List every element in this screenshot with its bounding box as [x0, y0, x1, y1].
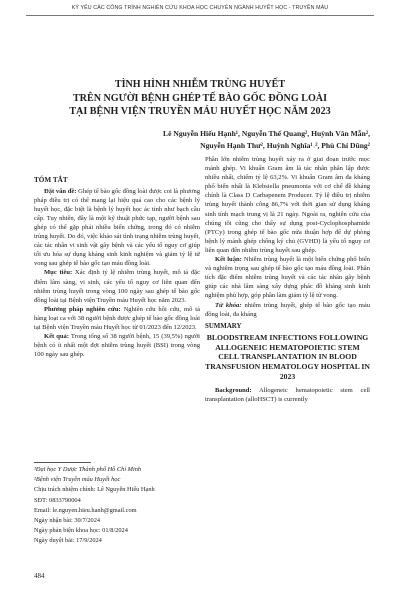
footnote-divider [34, 462, 91, 463]
conclusion-label: Kết luận: [215, 256, 242, 264]
phone: SĐT: 0833790004 [34, 496, 81, 504]
abstract-conclusion [205, 255, 370, 300]
method-label: Phương pháp nghiên cứu: [44, 305, 121, 313]
abstract-heading: TÓM TẮT [34, 176, 68, 184]
keywords-text: nhiễm trùng huyết, ghép tế bào gốc tạo máu đồng loài, đa kháng [205, 301, 371, 318]
date-received: Ngày nhận bài: 30/7/2024 [34, 517, 101, 525]
affiliation-2: ²Bệnh viện Truyền máu Huyết học [34, 476, 121, 484]
header-divider [26, 15, 374, 16]
abstract-method [34, 305, 200, 332]
summary-background [205, 386, 370, 404]
running-header [0, 0, 400, 16]
abstract-keywords [205, 301, 370, 319]
background-label: Background: [215, 386, 252, 394]
article-title [30, 78, 370, 119]
intro-text: Ghép tế bào gốc đồng loài được coi là phương pháp điều trị có thể mang lại hiệu quả cao cho các bệnh lý huyết học, đặc biệt là bệnh lý huyết học ác tính như bạch cầu cấp. Tuy nhiên, đây là một kỹ thuật phức tạp, người bệnh sau ghép có thể gặp phải nhiều biến chứng, trong đó có nhiễm trùng huyết. Do đó, việc khảo sát tình trạng nhiễm trùng huyết, các tác nhân vi sinh vật gây bệnh và các yếu tố nguy cơ giúp tối ưu hóa sự dụng kháng sinh kinh nghiệm và giảm tỷ lệ tử vong sau ghép tế bào gốc tạo máu đồng loài. [34, 187, 201, 268]
authors-line-2: Nguyễn Hạnh Thư², Huỳnh Nghĩa¹˒², Phù Chí Dũng² [200, 141, 370, 150]
background-text: Allogeneic hematopoietic stem cell transplantation (alloHSCT) is currently [205, 386, 370, 403]
keywords-label: Từ khóa: [215, 301, 242, 309]
intro-label: Đặt vấn đề: [44, 187, 77, 195]
conclusion-text: Nhiễm trùng huyết là một biến chứng phổ biến và nghiêm trọng sau ghép tế bào gốc tạo máu đồng loài. Phân tích đặc điểm nhiễm trùng huyết và các tác nhân gây bệnh giúp các nhà lâm sàng xây dựng phác đồ kháng sinh kinh nghiệm phù hợp, góp phần làm giảm tỷ lệ tử vong. [205, 256, 371, 300]
email: Email: le.nguyen.hieu.hanh@gmail.com [34, 506, 137, 514]
title-line-2: TRÊN NGƯỜI BỆNH GHÉP TẾ BÀO GỐC ĐỒNG LOÀI [72, 92, 328, 104]
result-label: Kết quả: [44, 333, 69, 341]
running-header-text: KỶ YẾU CÁC CÔNG TRÌNH NGHIÊN CỨU KHOA HỌC CHUYÊN NGÀNH HUYẾT HỌC - TRUYỀN MÁU [71, 5, 329, 11]
abstract-aim [34, 268, 200, 304]
title-line-1: TÌNH HÌNH NHIỄM TRÙNG HUYẾT [114, 79, 286, 90]
right-column [205, 155, 370, 404]
footnotes [34, 465, 200, 547]
abstract-intro [34, 187, 200, 269]
result-text: Trong tổng số 38 người bệnh, 15 (39,5%) người bệnh có ít nhất một đợt nhiễm trùng huyết (BSI) trong vòng 100 ngày sau ghép. [34, 333, 200, 359]
summary-title: BLOODSTREAM INFECTIONS FOLLOWING ALLOGENEIC HEMATOPOIETIC STEM CELL TRANSPLANTATION IN BLOOD TRANSFUSION HEMATOLOGY HOSPITAL IN 2023 [205, 332, 370, 381]
affiliation-1: ¹Đại học Y Dược Thành phố Hồ Chí Minh [34, 466, 142, 473]
left-column [34, 176, 200, 359]
date-reviewed: Ngày phản biện khoa học: 01/8/2024 [34, 527, 128, 535]
method-text: Nghiên cứu hồi cứu, mô tả hàng loạt ca với 38 người bệnh được ghép tế bào gốc đồng loài tại Bệnh viện Truyền máu Huyết học từ 01/2023 đến 12/2023. [34, 305, 200, 331]
date-accepted: Ngày duyệt bài: 17/9/2024 [34, 537, 102, 545]
title-line-3: TẠI BỆNH VIỆN TRUYỀN MÁU HUYẾT HỌC NĂM 2023 [69, 106, 331, 117]
author-list [120, 128, 370, 152]
corresponding-author: Chịu trách nhiệm chính: Lê Nguyễn Hiếu Hạnh [34, 486, 155, 494]
aim-text: Xác định tỷ lệ nhiễm trùng huyết, mô tả đặc điểm lâm sàng, vi sinh, các yếu tố nguy cơ liên quan đến nhiễm trùng huyết trong vòng 100 ngày sau ghép tế bào gốc đồng loài tại Bệnh viện Truyền máu Huyết học năm 2023. [34, 269, 200, 304]
result-continued: Phần lớn nhiễm trùng huyết xảy ra ở giai đoạn trước mọc mảnh ghép. Vi khuẩn Gram âm là tác nhân phân lập được nhiều nhất, chiếm tỷ lệ 63,2%. Vi khuẩn Gram âm đa kháng phổ biến nhất là Klebsiella pneumonia với cơ chế đề kháng chính là Class D Carbapenem Producer. Tỷ lệ điều trị nhiễm trùng huyết thành công 86,7% với thời gian sử dụng kháng sinh tính mạch trung vị là 21 ngày. Ngoài ra, nghiên cứu của chúng tôi cũng cho thấy sự dụng post-Cyclophosphamide (PTCy) trong ghép tế bào gốc nửa thuận hợp để dự phòng bệnh lý mảnh ghép chống ký chủ (GVHD) là yếu tố nguy cơ liên quan đến nhiễm trùng huyết sau ghép. [205, 156, 370, 254]
summary-heading: SUMMARY [205, 322, 242, 330]
aim-label: Mục tiêu: [44, 269, 73, 277]
authors-line-1: Lê Nguyễn Hiếu Hạnh¹, Nguyễn Thế Quang², Huỳnh Văn Mẫn², [163, 129, 370, 138]
page-number: 484 [34, 572, 45, 580]
abstract-result [34, 332, 200, 359]
